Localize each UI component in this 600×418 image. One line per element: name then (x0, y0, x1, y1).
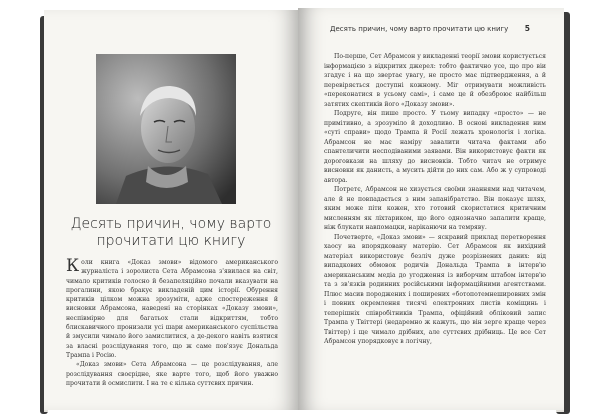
author-portrait (96, 54, 236, 204)
paragraph-2: «Доказ змови» Сета Абрамсона — це розслідування, але розслідування своєрідне, яке варте того, щоб його уважно прочитати й осмислити. І на те є кілька суттєвих причин. (66, 361, 278, 387)
paragraph-1-text: оли книга «Доказ змови» відомого американського журналіста і зоролиста Сета Абрамсона з'явилася на світ, чимало критиків голосно й безапеляційно почали вказувати на прогалини, якою бракує викладеній цим історії. Обурення критиків цілком можна зрозуміти, адже спостереження й висновки Абрамсона, наведені на сторінках «Доказу змови», неспівмірно для багатьох стали відкриттям, тобто блискавичного пронизали усі шари американського суспільства й змусили чимало його замислитися, а де-декого навіть взятися за власні розслідування того, що ж саме пов'язує Дональда Трампа і Росію. (66, 259, 278, 359)
right-paragraph: Почетверте, «Доказ змови» — яскравий приклад перетворення хаосу на впорядковану матерію. Сет Абрамсон як вихідний матеріал використовує безліч дуже розрізнених даних: від випадкових обмовок родичів Дональда Трампа в інтерв'ю американським медіа до угодження із виборчим штабом інтерв'ю та з зв'язків родинних російськими інформаційними агентствами. Плюс масив породжених і поширених «ботопотемнешировних змін і повних окремлення тисячі електронних листів коміщинь і теперішніх співробітників Трампа, офіційний обліковий запис Трампа у Твіттері (недаремно ж кажуть, що він зерге краще через Твіттер) і ще чимало дрібних, але суттєвих дрібниць. Це все Сет Абрамсон упорядковує в логічну, (324, 233, 546, 345)
drop-cap: К (66, 256, 80, 276)
left-body-text (66, 258, 278, 388)
paragraph-1 (66, 258, 278, 360)
running-head: Десять причин, чому варто прочитати цю книгу (330, 25, 509, 33)
chapter-title-line-2: прочитати цю книгу (96, 233, 246, 249)
right-page (298, 8, 564, 410)
chapter-title (58, 216, 284, 250)
right-body-text (324, 52, 546, 347)
left-page (44, 10, 298, 410)
right-paragraph: По-перше, Сет Абрамсон у викладенні теорії змови користується інформацією з відкритих джерел: тобто фактично усе, що про віи згадує і на що звертає увагу, не просто має підтвердження, а й перевіряється доступні кожному. Міг отримувати можливість «переконатися в усьому самі», і саме це й обезброює найбільш затятих скептиків його «Доказу змови». (324, 53, 546, 108)
portrait-image (96, 54, 236, 204)
right-paragraph: Потретє, Абрамсон не хизується своїми знаннями над читачем, але й не повпадається з ним запанібратство. Він показує шлях, яким може піти кожен, хто готовий скористатися критичним мисленням як ліхтариком, що його однозначно запалити краще, ніж блукати навпомацки, наріканючи на темряву. (324, 186, 546, 231)
right-paragraph: Подруге, він пише просто. У тьому випадку «просто» — не примітивно, а зрозуміло й доходливо. В основі викладення ним «суті справи» щодо Трампа й Росії лежать хронологія і логіка. Абрамсон не має наміру завалити читача фактами або спантеличити несподіваними заявами. Він використовує факти як дороговкази на шляху до висновків. Тобто читач не отримує висновки як данисть, а мусить дійти до них сам. Або ж у супроводі автора. (324, 110, 546, 184)
page-number: 5 (524, 24, 530, 33)
chapter-title-line-1: Десять причин, чому варто (70, 216, 272, 232)
